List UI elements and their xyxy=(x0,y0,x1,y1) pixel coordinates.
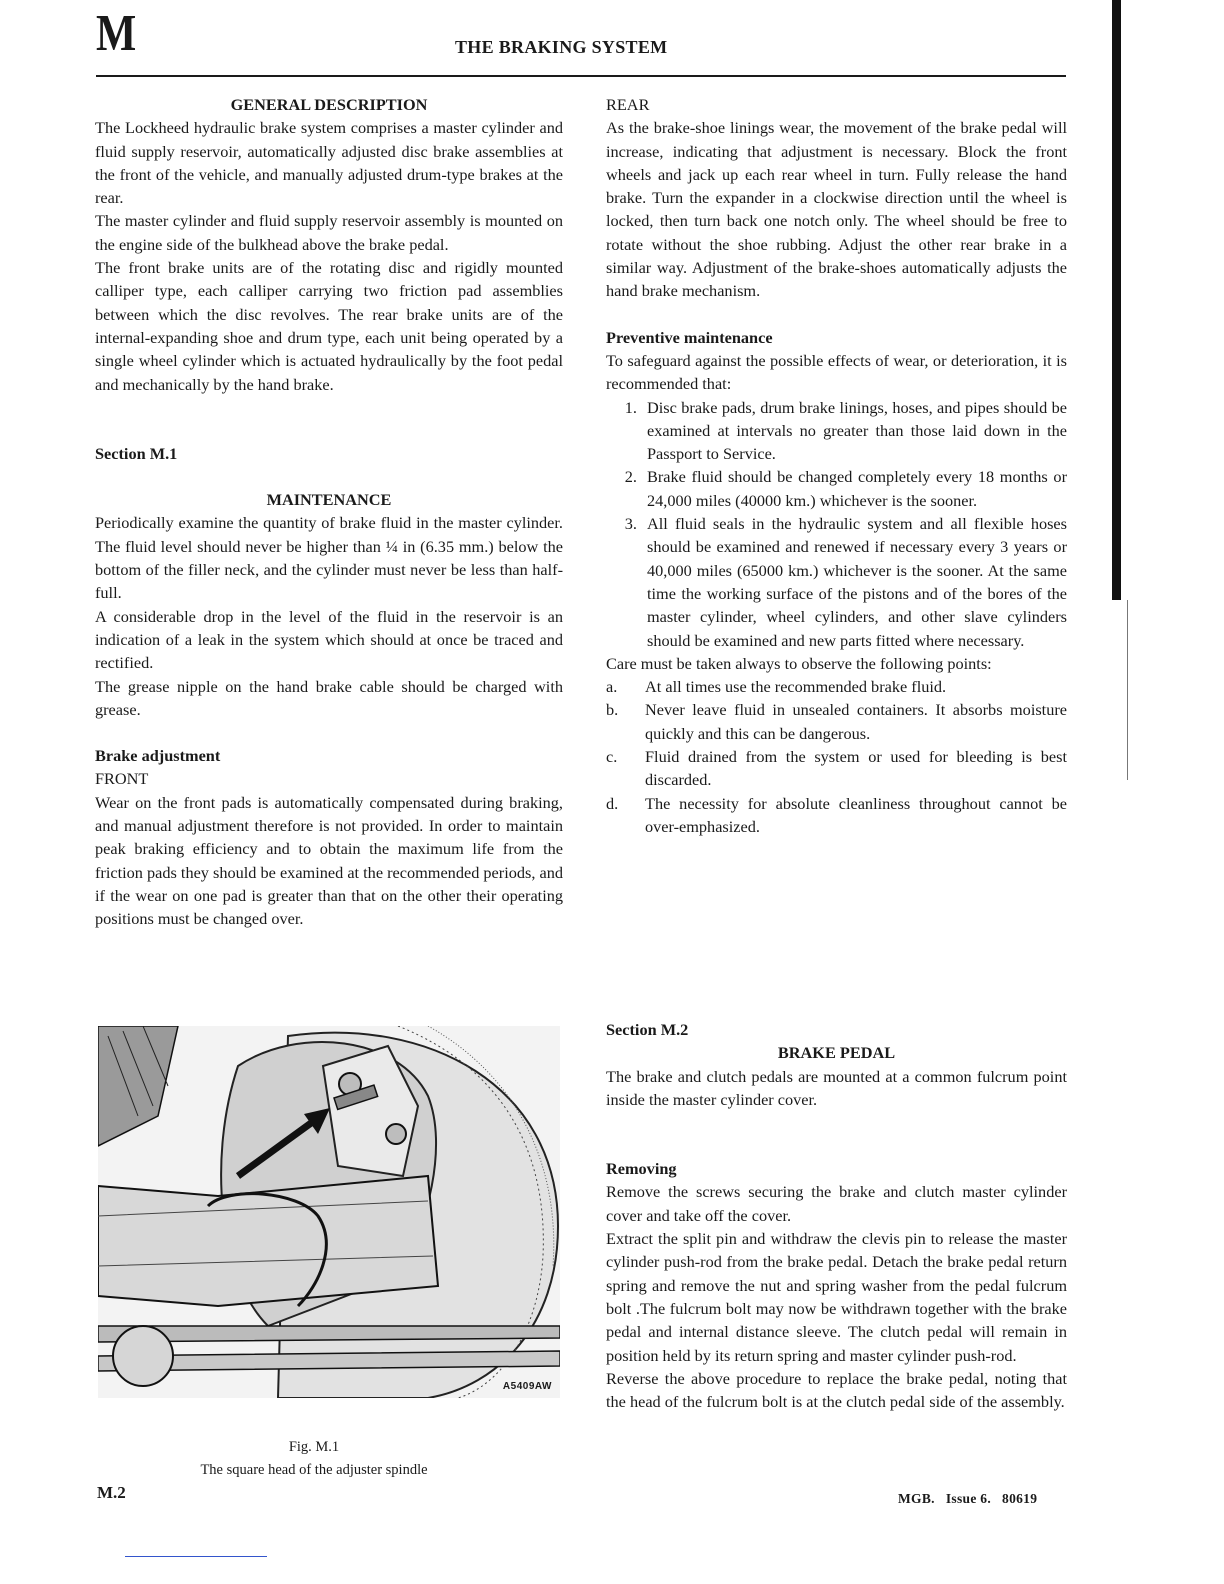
general-paragraph-1: The Lockheed hydraulic brake system comprises a master cylinder and fluid supply reservoir, automatically adjusted disc brake assemblies at the front of the vehicle, and manually adjusted drum-type brakes at the rear. xyxy=(95,118,563,208)
brake-adjustment-heading: Brake adjustment xyxy=(95,746,221,766)
figure-caption-text: The square head of the adjuster spindle xyxy=(200,1462,428,1478)
header-rule xyxy=(96,75,1066,77)
removing-paragraph-3: Reverse the above procedure to replace the brake pedal, noting that the head of the fulcrum bolt is at the clutch pedal side of the assembly. xyxy=(606,1368,1067,1412)
page-title: THE BRAKING SYSTEM xyxy=(455,37,668,57)
front-subheading: FRONT xyxy=(95,769,149,789)
list-item: a. At all times use the recommended brake fluid. xyxy=(606,677,947,697)
front-adjustment-text: Wear on the front pads is automatically compensated during braking, and manual adjustment therefore is not provided. In order to maintain peak braking efficiency and to obtain the maximum life from the friction pads they should be examined at the recommended periods, and if the wear on one pad is greater than that on the other their operating positions must be changed over. xyxy=(95,792,563,929)
maintenance-heading: MAINTENANCE xyxy=(266,490,392,510)
section-m2-label: Section M.2 xyxy=(606,1020,689,1039)
brake-adjuster-figure xyxy=(98,1026,560,1398)
preventive-maintenance-heading: Preventive maintenance xyxy=(606,327,773,347)
preventive-list xyxy=(606,396,1067,652)
care-intro: Care must be taken always to observe the following points: xyxy=(606,653,992,673)
list-item: 3. All fluid seals in the hydraulic system and all flexible hoses should be examined and renewed if necessary every 3 years or 40,000 miles (65000 km.) whichever is the sooner. At the same time the working surface of the pistons and of the bores of the master cylinder, wheel cylinders, and other slave cylinders should be examined and new parts fitted where necessary. xyxy=(624,514,1067,650)
scan-edge-bar xyxy=(1112,0,1121,600)
general-paragraph-3: The front brake units are of the rotating disc and rigidly mounted calliper type, each calliper carrying two friction pad assemblies between which the disc revolves. The rear brake units are of the internal-expanding shoe and drum type, each unit being operated by a single wheel cylinder which is actuated hydraulically by the foot pedal and mechanically by the hand brake. xyxy=(95,258,563,394)
footer-link-line xyxy=(125,1556,267,1557)
list-item: 2. Brake fluid should be changed completely every 18 months or 24,000 miles (40000 km.) whichever is the sooner. xyxy=(624,467,1067,510)
brake-illustration xyxy=(98,1026,560,1398)
list-item: b. Never leave fluid in unsealed containers. It absorbs moisture quickly and this can be dangerous. xyxy=(606,700,1067,743)
section-m1-label: Section M.1 xyxy=(95,443,178,463)
general-paragraph-2: The master cylinder and fluid supply reservoir assembly is mounted on the engine side of the bulkhead above the brake pedal. xyxy=(95,211,563,254)
removing-paragraph-2: Extract the split pin and withdraw the clevis pin to release the master cylinder push-rod from the brake pedal. Detach the brake pedal return spring and remove the nut and spring washer from the pedal fulcrum bolt .The fulcrum bolt may now be withdrawn together with the brake pedal and internal distance sleeve. The clutch pedal will remain in position held by its return spring and master cylinder push-rod. xyxy=(606,1229,1067,1365)
care-points-list xyxy=(606,675,1067,838)
left-column xyxy=(95,93,563,931)
footer-reference: MGB. Issue 6. 80619 xyxy=(898,1491,1038,1506)
maintenance-paragraph-3: The grease nipple on the hand brake cable should be charged with grease. xyxy=(95,676,563,719)
right-column-lower xyxy=(606,1018,1067,1413)
list-item: 1. Disc brake pads, drum brake linings, hoses, and pipes should be examined at intervals no greater than those laid down in the Passport to Service. xyxy=(624,397,1067,464)
figure-caption xyxy=(98,1436,530,1482)
removing-heading: Removing xyxy=(606,1159,677,1179)
general-description-heading: GENERAL DESCRIPTION xyxy=(230,95,428,114)
page-number: M.2 xyxy=(97,1483,126,1502)
rear-subheading: REAR xyxy=(606,95,650,114)
figure-label: Fig. M.1 xyxy=(288,1439,340,1455)
scan-edge-line xyxy=(1127,600,1128,780)
section-letter: M xyxy=(96,5,137,62)
preventive-intro: To safeguard against the possible effects of wear, or deterioration, it is recommended that: xyxy=(606,350,1067,394)
right-column xyxy=(606,93,1067,838)
maintenance-paragraph-1: Periodically examine the quantity of brake fluid in the master cylinder. The fluid level should never be higher than ¼ in (6.35 mm.) below the bottom of the filler neck, and the cylinder must never be less than half-full. xyxy=(95,513,563,603)
figure-code: A5409AW xyxy=(502,1381,552,1392)
maintenance-paragraph-2: A considerable drop in the level of the fluid in the reservoir is an indication of a leak in the system which should at once be traced and rectified. xyxy=(95,606,563,673)
brake-pedal-intro: The brake and clutch pedals are mounted at a common fulcrum point inside the master cylinder cover. xyxy=(606,1066,1067,1109)
list-item: d. The necessity for absolute cleanliness throughout cannot be over-emphasized. xyxy=(606,793,1067,836)
list-item: c. Fluid drained from the system or used for bleeding is best discarded. xyxy=(606,747,1067,790)
removing-paragraph-1: Remove the screws securing the brake and clutch master cylinder cover and take off the cover. xyxy=(606,1182,1067,1225)
brake-pedal-heading: BRAKE PEDAL xyxy=(777,1043,896,1063)
rear-adjustment-text: As the brake-shoe linings wear, the movement of the brake pedal will increase, indicating that adjustment is necessary. Block the front wheels and jack up each rear wheel in turn. Fully release the hand brake. Turn the expander in a clockwise direction until the wheel is locked, then turn back one notch only. The wheel should be free to rotate without the shoe rubbing. Adjust the other rear brake in a similar way. Adjustment of the brake-shoes automatically adjusts the hand brake mechanism. xyxy=(606,118,1067,301)
